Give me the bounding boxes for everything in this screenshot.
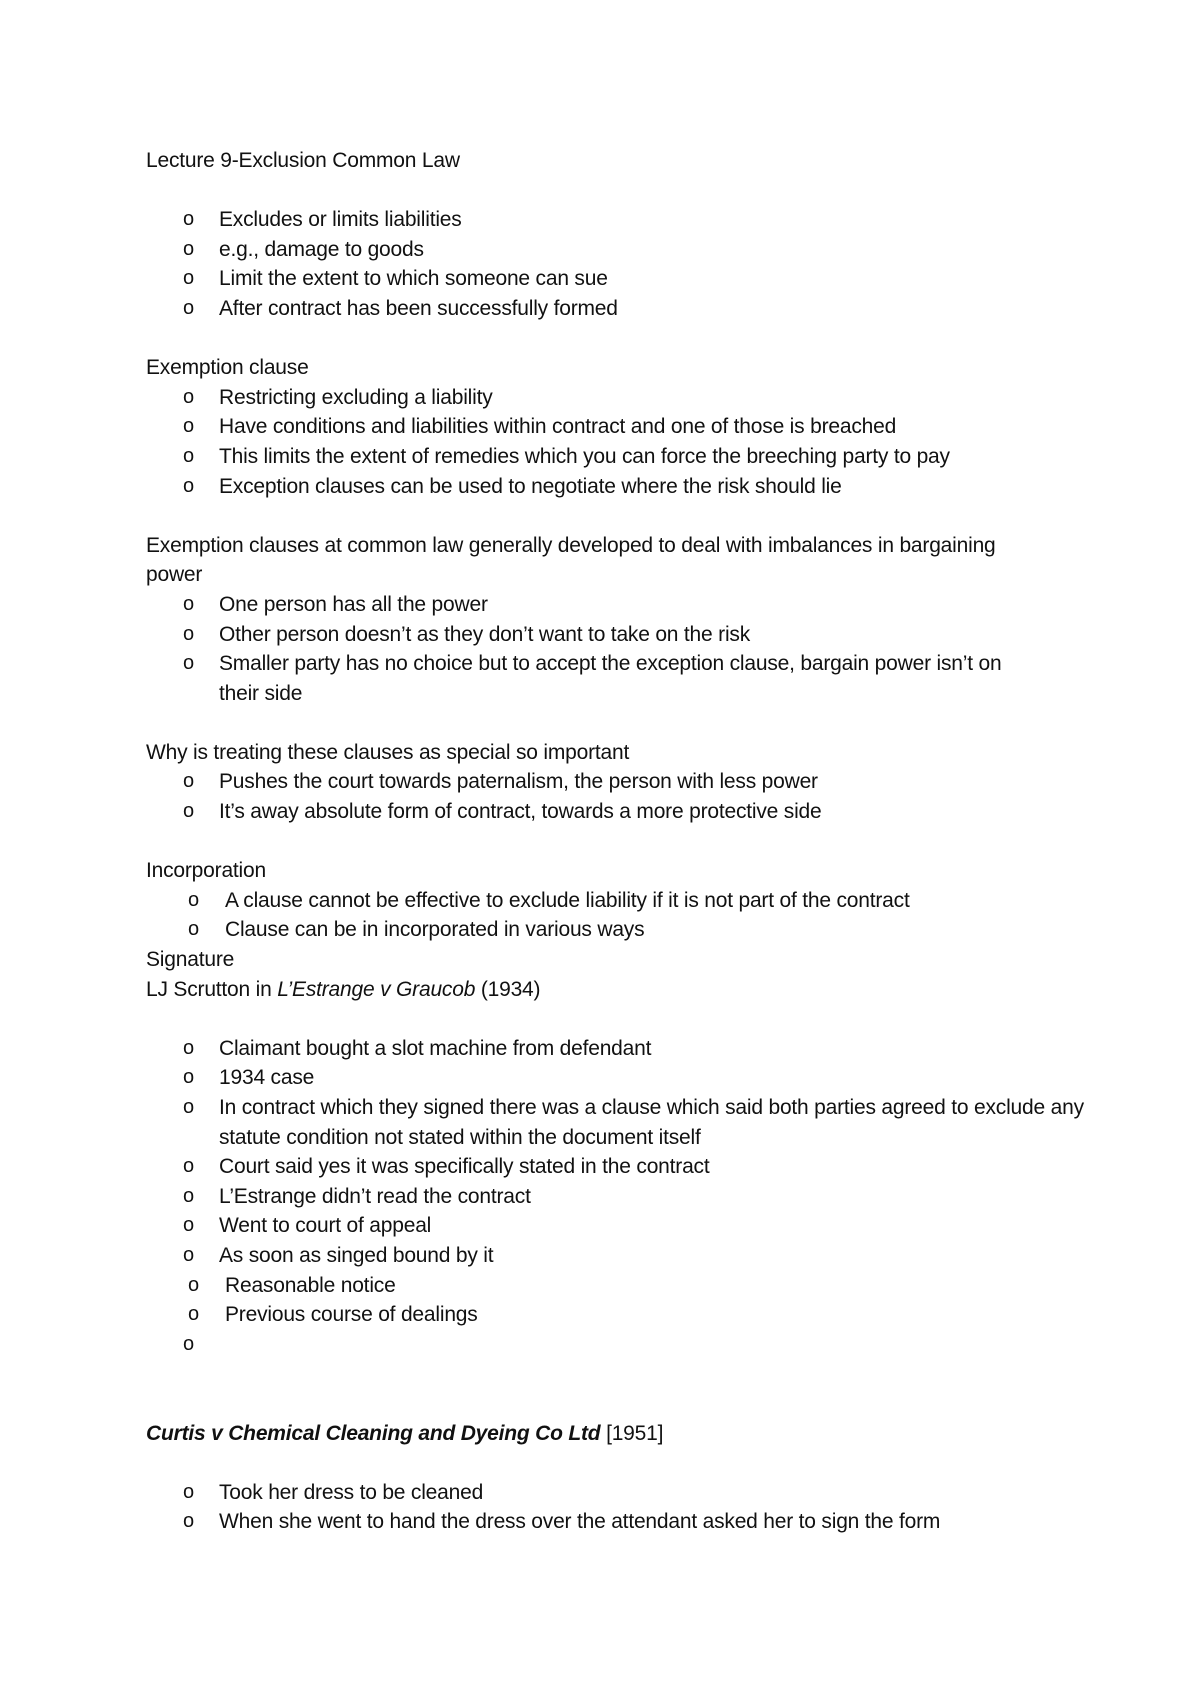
list-item	[146, 1300, 1076, 1330]
bullet-marker: o	[183, 1332, 194, 1355]
list-item	[146, 1093, 1119, 1152]
bullet-marker: o	[183, 1096, 194, 1118]
list-item-text: Restricting excluding a liability	[219, 385, 493, 409]
list-item-text: This limits the extent of remedies which you can force the breeching party to pay	[219, 444, 950, 468]
list-item-text: In contract which they signed there was a clause which said both parties agreed to exclude any statute condition not stated within the document itself	[219, 1096, 1084, 1149]
list-item	[146, 797, 1076, 827]
list-item	[146, 1478, 1076, 1508]
list-item	[146, 590, 1076, 620]
list-item	[146, 294, 1076, 324]
bullet-marker: o	[183, 237, 194, 260]
list-item	[146, 472, 1076, 502]
list-item-text: One person has all the power	[219, 592, 488, 616]
list-item	[146, 649, 1039, 708]
list-item-text: Smaller party has no choice but to accept the exception clause, bargain power isn’t on their side	[219, 652, 1002, 705]
bullet-marker: o	[183, 800, 194, 823]
list-item-text: Court said yes it was specifically stated in the contract	[219, 1155, 710, 1179]
list-item-text: Pushes the court towards paternalism, the person with less power	[219, 770, 818, 794]
case-year: [1951]	[600, 1421, 664, 1445]
list-item	[146, 620, 1076, 650]
list-item-text: Have conditions and liabilities within contract and one of those is breached	[219, 415, 897, 439]
bullet-marker: o	[183, 415, 194, 438]
list-item-text: Previous course of dealings	[225, 1303, 478, 1327]
bullet-marker: o	[183, 770, 194, 793]
list-item-text: L’Estrange didn’t read the contract	[219, 1184, 531, 1208]
list-item	[146, 412, 1076, 442]
section-heading-exemption: Exemption clause	[146, 356, 309, 380]
list-item-text: Limit the extent to which someone can sue	[219, 267, 608, 291]
bullet-marker: o	[183, 208, 194, 231]
list-item	[146, 1271, 1076, 1301]
list-item-text: Went to court of appeal	[219, 1214, 432, 1238]
section-heading-common-law: Exemption clauses at common law generally developed to deal with imbalances in bargaining power	[146, 533, 996, 587]
spacer	[146, 176, 1076, 206]
list-item-text: A clause cannot be effective to exclude liability if it is not part of the contract	[225, 888, 910, 912]
spacer	[146, 501, 1076, 531]
list-item	[146, 1330, 1076, 1360]
list-item-text: Excludes or limits liabilities	[219, 208, 462, 232]
list-item-text: Took her dress to be cleaned	[219, 1480, 484, 1504]
list-item	[146, 1034, 1076, 1064]
why-list	[146, 767, 1076, 826]
spacer	[146, 1448, 1076, 1478]
citation-year: (1934)	[475, 977, 541, 1001]
bullet-marker: o	[183, 474, 194, 497]
list-item-text: It’s away absolute form of contract, towards a more protective side	[219, 800, 822, 824]
list-item	[146, 767, 1076, 797]
bullet-marker: o	[183, 444, 194, 467]
list-item-text: After contract has been successfully formed	[219, 296, 618, 320]
bullet-marker: o	[188, 1273, 199, 1296]
list-item-text: When she went to hand the dress over the attendant asked her to sign the form	[219, 1510, 941, 1534]
signature-list	[146, 1034, 1084, 1271]
bullet-marker: o	[188, 888, 199, 911]
list-item	[146, 264, 1076, 294]
list-item-text: e.g., damage to goods	[219, 237, 424, 261]
section-heading-incorporation: Incorporation	[146, 859, 266, 883]
bullet-marker: o	[183, 385, 194, 408]
page-title: Lecture 9-Exclusion Common Law	[146, 149, 460, 172]
bullet-marker: o	[183, 1036, 194, 1059]
incorporation-list	[146, 886, 1076, 945]
bullet-marker: o	[188, 1303, 199, 1326]
bullet-marker: o	[183, 1184, 194, 1207]
spacer	[146, 708, 1076, 738]
list-item	[146, 1063, 1076, 1093]
section-heading-why: Why is treating these clauses as special so important	[146, 740, 630, 764]
case-citation	[146, 975, 1076, 1005]
spacer	[146, 827, 1076, 857]
bullet-marker: o	[183, 267, 194, 290]
section-heading-signature: Signature	[146, 948, 235, 972]
bullet-marker: o	[183, 296, 194, 319]
bullet-marker: o	[183, 622, 194, 645]
spacer	[146, 1389, 1076, 1419]
list-item	[146, 1182, 1076, 1212]
bullet-marker: o	[183, 1214, 194, 1237]
intro-list	[146, 205, 1076, 323]
list-item-text: Exception clauses can be used to negotiate where the risk should lie	[219, 474, 842, 498]
case-heading-curtis	[146, 1419, 1076, 1449]
list-item-text: Reasonable notice	[225, 1273, 396, 1297]
bullet-marker: o	[188, 918, 199, 941]
list-item	[146, 442, 1076, 472]
bullet-marker: o	[183, 592, 194, 615]
bullet-marker: o	[183, 652, 194, 675]
case-name: Curtis v Chemical Cleaning and Dyeing Co Ltd	[146, 1421, 601, 1445]
signature-extra-list	[146, 1271, 1076, 1360]
list-item-text: As soon as singed bound by it	[219, 1243, 494, 1267]
list-item	[146, 886, 1076, 916]
bullet-marker: o	[183, 1155, 194, 1178]
list-item	[146, 1211, 1076, 1241]
list-item-text: Claimant bought a slot machine from defendant	[219, 1036, 652, 1060]
curtis-list	[146, 1478, 1076, 1537]
list-item	[146, 1241, 1076, 1271]
exemption-list	[146, 383, 1076, 501]
list-item-text: 1934 case	[219, 1066, 315, 1090]
list-item-text: Other person doesn’t as they don’t want to take on the risk	[219, 622, 751, 646]
list-item	[146, 1152, 1076, 1182]
document-body	[146, 146, 1084, 1537]
list-item	[146, 235, 1076, 265]
bullet-marker: o	[183, 1510, 194, 1533]
list-item-text: Clause can be in incorporated in various ways	[225, 918, 645, 942]
list-item	[146, 915, 1076, 945]
bullet-marker: o	[183, 1243, 194, 1266]
common-law-list	[146, 590, 1076, 708]
bullet-marker: o	[183, 1480, 194, 1503]
spacer	[146, 1359, 1076, 1389]
spacer	[146, 1004, 1076, 1034]
list-item	[146, 383, 1076, 413]
citation-prefix: LJ Scrutton in	[146, 977, 278, 1001]
list-item	[146, 1507, 1076, 1537]
bullet-marker: o	[183, 1066, 194, 1089]
list-item	[146, 205, 1076, 235]
spacer	[146, 324, 1076, 354]
citation-case-name: L’Estrange v Graucob	[277, 977, 476, 1001]
